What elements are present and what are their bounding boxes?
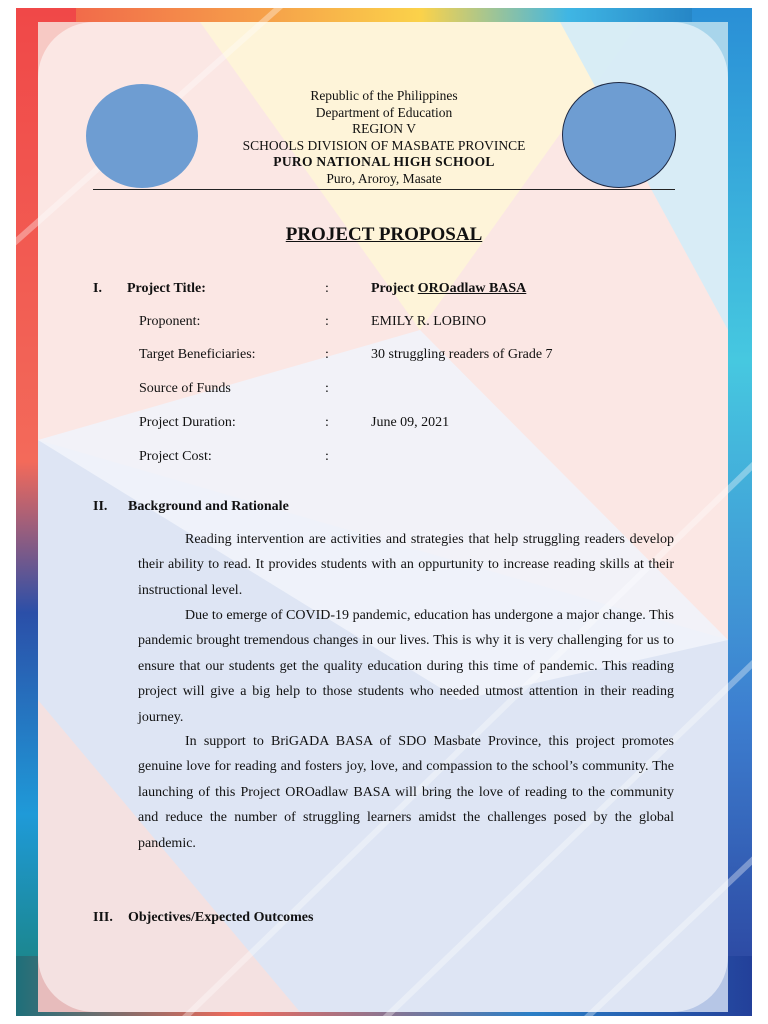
right-seal-logo (562, 82, 676, 188)
header-school: PURO NATIONAL HIGH SCHOOL (273, 154, 495, 169)
field-funds-label: Source of Funds (139, 381, 231, 396)
project-title-label: Project Title: (127, 281, 206, 296)
rationale-paragraph-2: Due to emerge of COVID-19 pandemic, education has undergone a major change. This pandemic brought tremendous changes in our lives. This is why it is very challenging for us to ensure that our students get the quality education during this time of pandemic. This reading project will give a big help to those students who needed utmost attention in their reading journey. (138, 608, 674, 725)
rationale-paragraph-1: Reading intervention are activities and strategies that help struggling readers develop their ability to read. It provides students with an oppurtunity to increase reading skills at their instructional level. (138, 532, 674, 598)
field-duration-value: June 09, 2021 (371, 415, 450, 430)
header-address: Puro, Aroroy, Masate (326, 170, 442, 186)
page-title: PROJECT PROPOSAL (285, 224, 483, 245)
project-title-colon: : (325, 281, 329, 296)
header-divider (93, 189, 675, 190)
project-title-name: OROadlaw BASA (417, 281, 527, 296)
header-division: SCHOOLS DIVISION OF MASBATE PROVINCE (242, 137, 526, 153)
field-beneficiaries-value: 30 struggling readers of Grade 7 (371, 347, 553, 362)
field-cost-colon: : (325, 449, 329, 464)
project-title-prefix: Project (371, 281, 418, 296)
field-duration-colon: : (325, 415, 329, 430)
section-1-number: I. (93, 281, 102, 296)
field-proponent-value: EMILY R. LOBINO (371, 314, 487, 329)
field-proponent-label: Proponent: (139, 314, 201, 329)
project-title-value (371, 281, 526, 297)
header-republic: Republic of the Philippines (310, 88, 458, 103)
letterhead (200, 88, 568, 187)
field-proponent-colon: : (325, 314, 329, 329)
field-funds-colon: : (325, 381, 329, 396)
section-3-number: III. (93, 910, 113, 925)
field-duration-label: Project Duration: (139, 415, 236, 430)
field-beneficiaries-label: Target Beneficiaries: (139, 347, 256, 362)
section-2-heading: Background and Rationale (128, 499, 289, 514)
section-3-heading: Objectives/Expected Outcomes (128, 910, 314, 925)
section-2-number: II. (93, 499, 108, 514)
left-seal-logo (86, 84, 198, 188)
field-cost-label: Project Cost: (139, 449, 212, 464)
rationale-paragraph-3: In support to BriGADA BASA of SDO Masbate Province, this project promotes genuine love for reading and fosters joy, love, and compassion to the school’s community. The launching of this Project OROadlaw BASA will bring the love of reading to the community and reduce the number of struggling learners amidst the challenges posed by the global pandemic. (138, 734, 674, 851)
field-beneficiaries-colon: : (325, 347, 329, 362)
header-department: Department of Education (315, 104, 453, 120)
header-region: REGION V (352, 121, 416, 136)
